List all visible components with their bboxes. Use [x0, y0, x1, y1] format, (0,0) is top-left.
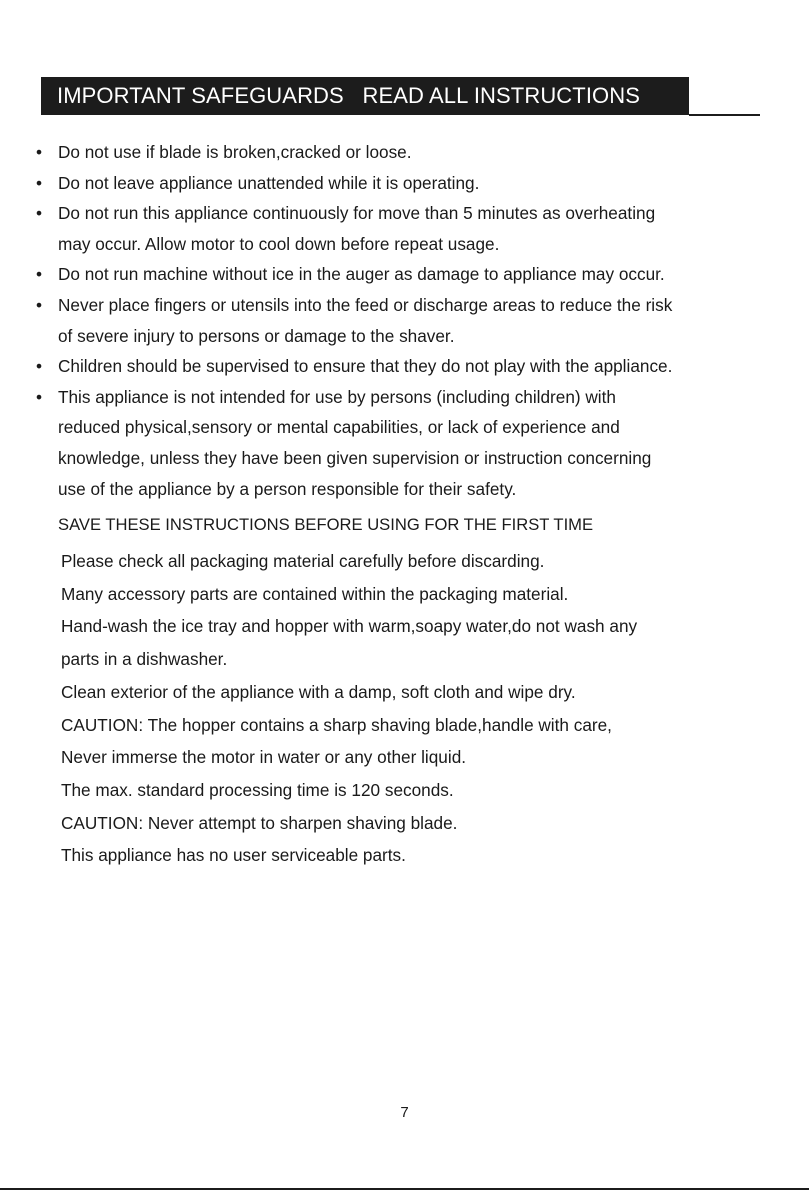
- list-item: [34, 137, 794, 168]
- list-item: [34, 382, 794, 504]
- bullet-icon: •: [36, 386, 43, 407]
- list-item-text: Do not run machine without ice in the auger as damage to appliance may occur.: [58, 264, 665, 285]
- note-line: CAUTION: Never attempt to sharpen shaving blade.: [61, 812, 458, 833]
- note-line: Clean exterior of the appliance with a damp, soft cloth and wipe dry.: [61, 681, 576, 702]
- bullet-icon: •: [36, 356, 43, 377]
- note-line: Many accessory parts are contained within the packaging material.: [61, 583, 569, 604]
- note-line: Never immerse the motor in water or any other liquid.: [61, 747, 467, 768]
- list-item-text: Never place fingers or utensils into the feed or discharge areas to reduce the risk of severe injury to persons or damage to the shaver.: [58, 294, 673, 346]
- list-item: [34, 351, 794, 382]
- bullet-icon: •: [36, 142, 43, 162]
- care-notes: [61, 545, 781, 872]
- note-line: Hand-wash the ice tray and hopper with warm,soapy water,do not wash any parts in a dishwasher.: [61, 616, 638, 670]
- section-header: [41, 77, 760, 115]
- header-rule-line: [689, 114, 760, 116]
- note-line: CAUTION: The hopper contains a sharp shaving blade,handle with care,: [61, 714, 612, 735]
- list-item-text: This appliance is not intended for use by persons (including children) with reduced physical,sensory or mental capabilities, or lack of experience and knowledge, unless they have been given supervision or instruction concerning use of the appliance by a person responsible for their safety.: [58, 386, 652, 499]
- safeguards-list: [34, 137, 794, 504]
- note-line: The max. standard processing time is 120 seconds.: [61, 779, 454, 800]
- list-item: [34, 168, 794, 199]
- save-instructions-heading: SAVE THESE INSTRUCTIONS BEFORE USING FOR THE FIRST TIME: [58, 515, 594, 534]
- header-bar: [41, 77, 689, 115]
- list-item-text: Children should be supervised to ensure that they do not play with the appliance.: [58, 356, 673, 377]
- bullet-icon: •: [36, 294, 43, 315]
- note-line: This appliance has no user serviceable parts.: [61, 845, 406, 866]
- bottom-rule-line: [0, 1188, 809, 1190]
- note-line: Please check all packaging material carefully before discarding.: [61, 551, 545, 571]
- list-item: [34, 259, 794, 290]
- list-item-text: Do not leave appliance unattended while it is operating.: [58, 172, 480, 193]
- list-item-text: Do not use if blade is broken,cracked or loose.: [58, 142, 412, 162]
- list-item: [34, 198, 794, 259]
- list-item-text: Do not run this appliance continuously for move than 5 minutes as overheating may occur. Allow motor to cool down before repeat usage.: [58, 203, 656, 254]
- page-title: IMPORTANT SAFEGUARDS READ ALL INSTRUCTIONS: [57, 83, 641, 108]
- bullet-icon: •: [36, 172, 43, 193]
- bullet-icon: •: [36, 264, 43, 285]
- page-number: 7: [400, 1104, 409, 1121]
- list-item: [34, 290, 794, 351]
- bullet-icon: •: [36, 203, 43, 224]
